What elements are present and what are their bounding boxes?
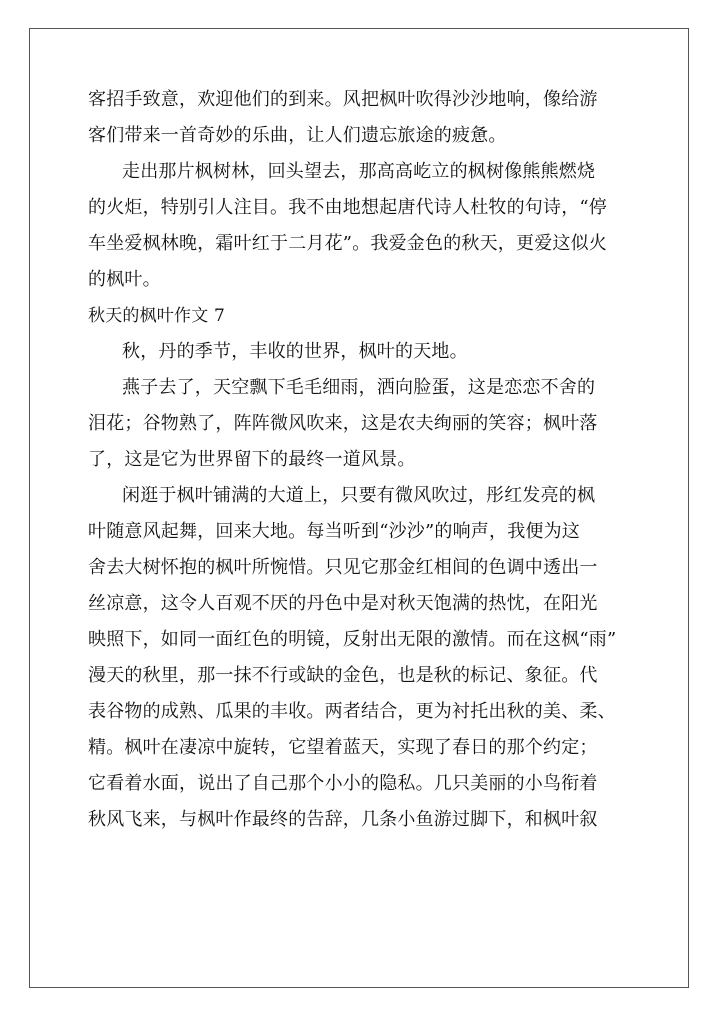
paragraph-start-line: 燕子去了，天空飘下毛毛细雨，洒向脸蛋，这是恋恋不舍的 <box>122 377 596 398</box>
paragraph-start-line: 秋，丹的季节，丰收的世界，枫叶的天地。 <box>122 341 468 362</box>
text-line: 舍去大树怀抱的枫叶所惋惜。只见它那金红相间的色调中透出一 <box>88 557 598 578</box>
text-line: 映照下，如同一面红色的明镜，反射出无限的激情。而在这枫“雨” <box>88 629 617 650</box>
text-line: 秋风飞来，与枫叶作最终的告辞，几条小鱼游过脚下，和枫叶叙 <box>88 809 598 830</box>
text-line: 丝凉意，这令人百观不厌的丹色中是对秋天饱满的热忱，在阳光 <box>88 593 598 614</box>
text-line: 的火炬，特别引人注目。我不由地想起唐代诗人杜牧的句诗，“停 <box>88 197 607 218</box>
paragraph-start-line: 走出那片枫树林，回头望去，那高高屹立的枫树像熊熊燃烧 <box>122 161 596 182</box>
text-line: 车坐爱枫林晚，霜叶红于二月花”。我爱金色的秋天，更爱这似火 <box>88 233 607 254</box>
document-body <box>88 82 648 838</box>
text-line: 客们带来一首奇妙的乐曲，让人们遗忘旅途的疲惫。 <box>88 125 507 146</box>
text-line: 精。枫叶在凄凉中旋转，它望着蓝天，实现了春日的那个约定； <box>88 737 598 758</box>
text-line: 泪花；谷物熟了，阵阵微风吹来，这是农夫绚丽的笑容；枫叶落 <box>88 413 598 434</box>
text-line: 的枫叶。 <box>88 269 161 290</box>
paragraph-start-line: 闲逛于枫叶铺满的大道上，只要有微风吹过，彤红发亮的枫 <box>122 485 596 506</box>
text-line: 表谷物的成熟、瓜果的丰收。两者结合，更为衬托出秋的美、柔、 <box>88 701 616 722</box>
text-line: 了，这是它为世界留下的最终一道风景。 <box>88 449 416 470</box>
text-line: 叶随意风起舞，回来大地。每当听到“沙沙”的响声，我便为这 <box>88 521 581 542</box>
text-line: 客招手致意，欢迎他们的到来。风把枫叶吹得沙沙地响，像给游 <box>88 89 598 110</box>
text-line: 漫天的秋里，那一抹不行或缺的金色，也是秋的标记、象征。代 <box>88 665 598 686</box>
section-heading: 秋天的枫叶作文 7 <box>88 306 226 326</box>
text-line: 它看着水面，说出了自己那个小小的隐私。几只美丽的小鸟衔着 <box>88 773 598 794</box>
